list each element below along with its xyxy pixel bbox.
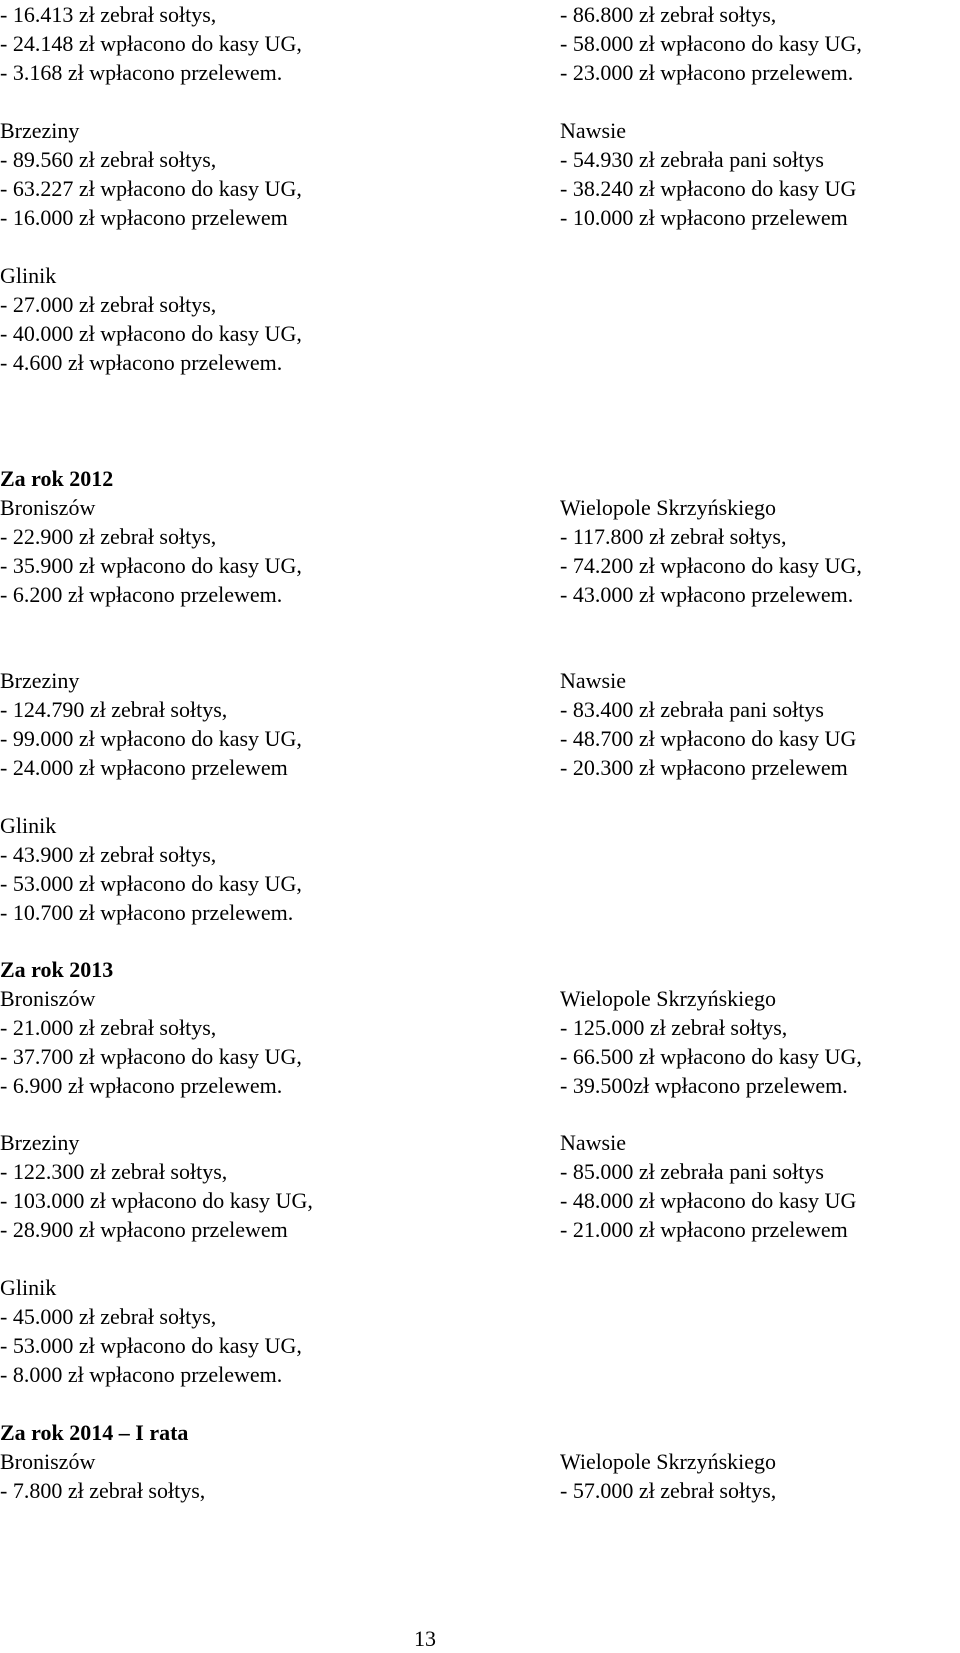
text-line: - 16.000 zł wpłacono przelewem — [0, 205, 288, 230]
text-line: - 27.000 zł zebrał sołtys, — [0, 292, 217, 317]
text-line: - 39.500zł wpłacono przelewem. — [560, 1073, 848, 1098]
text-line: - 54.930 zł zebrała pani sołtys — [560, 147, 824, 172]
text-line: - 38.240 zł wpłacono do kasy UG — [560, 176, 857, 201]
text-line: - 83.400 zł zebrała pani sołtys — [560, 697, 824, 722]
text-line: - 21.000 zł wpłacono przelewem — [560, 1217, 848, 1242]
text-line: - 37.700 zł wpłacono do kasy UG, — [0, 1044, 302, 1069]
text-line: - 99.000 zł wpłacono do kasy UG, — [0, 726, 302, 751]
village-name: Glinik — [0, 813, 57, 838]
village-name: Broniszów — [0, 495, 96, 520]
text-line: - 63.227 zł wpłacono do kasy UG, — [0, 176, 302, 201]
text-line: - 117.800 zł zebrał sołtys, — [560, 524, 787, 549]
village-block-nawsie-2012 — [560, 666, 856, 782]
text-line: - 43.000 zł wpłacono przelewem. — [560, 582, 854, 607]
year-heading-2014: Za rok 2014 – I rata — [0, 1420, 189, 1445]
page-number: 13 — [414, 1626, 436, 1651]
text-line: - 66.500 zł wpłacono do kasy UG, — [560, 1044, 862, 1069]
text-line: - 48.700 zł wpłacono do kasy UG — [560, 726, 857, 751]
text-line: - 57.000 zł zebrał sołtys, — [560, 1478, 777, 1503]
text-line: - 21.000 zł zebrał sołtys, — [0, 1015, 217, 1040]
year-heading-2012: Za rok 2012 — [0, 466, 114, 491]
text-line: - 48.000 zł wpłacono do kasy UG — [560, 1188, 857, 1213]
text-line: - 22.900 zł zebrał sołtys, — [0, 524, 217, 549]
village-name: Broniszów — [0, 986, 96, 1011]
village-name: Brzeziny — [0, 118, 80, 143]
village-name: Nawsie — [560, 668, 626, 693]
village-name: Glinik — [0, 263, 57, 288]
text-line: - 10.700 zł wpłacono przelewem. — [0, 900, 294, 925]
village-name: Brzeziny — [0, 1130, 80, 1155]
text-line: - 8.000 zł wpłacono przelewem. — [0, 1362, 283, 1387]
village-name: Broniszów — [0, 1449, 96, 1474]
village-block-broniszow-2014 — [0, 1447, 205, 1505]
village-block-nawsie-2013 — [560, 1128, 856, 1244]
text-line: - 4.600 zł wpłacono przelewem. — [0, 350, 283, 375]
text-line: - 23.000 zł wpłacono przelewem. — [560, 60, 854, 85]
text-line: - 20.300 zł wpłacono przelewem — [560, 755, 848, 780]
text-line: - 6.900 zł wpłacono przelewem. — [0, 1073, 283, 1098]
village-name: Nawsie — [560, 118, 626, 143]
village-block-wielopole-2014 — [560, 1447, 776, 1505]
text-line: - 86.800 zł zebrał sołtys, — [560, 2, 777, 27]
text-line: - 35.900 zł wpłacono do kasy UG, — [0, 553, 302, 578]
village-block-top-right — [560, 0, 862, 87]
text-line: - 74.200 zł wpłacono do kasy UG, — [560, 553, 862, 578]
village-name: Glinik — [0, 1275, 57, 1300]
village-block-brzeziny-2012 — [0, 666, 302, 782]
village-block-brzeziny — [0, 116, 302, 232]
village-block-brzeziny-2013 — [0, 1128, 313, 1244]
text-line: - 3.168 zł wpłacono przelewem. — [0, 60, 283, 85]
text-line: - 40.000 zł wpłacono do kasy UG, — [0, 321, 302, 346]
village-block-wielopole-2012 — [560, 493, 862, 609]
text-line: - 85.000 zł zebrała pani sołtys — [560, 1159, 824, 1184]
text-line: - 45.000 zł zebrał sołtys, — [0, 1304, 217, 1329]
village-block-glinik-2012 — [0, 811, 302, 927]
village-block-top-left — [0, 0, 302, 87]
text-line: - 58.000 zł wpłacono do kasy UG, — [560, 31, 862, 56]
text-line: - 124.790 zł zebrał sołtys, — [0, 697, 228, 722]
village-name: Wielopole Skrzyńskiego — [560, 495, 777, 520]
village-block-wielopole-2013 — [560, 984, 862, 1100]
text-line: - 7.800 zł zebrał sołtys, — [0, 1478, 206, 1503]
village-block-broniszow-2013 — [0, 984, 302, 1100]
village-name: Wielopole Skrzyńskiego — [560, 1449, 777, 1474]
text-line: - 89.560 zł zebrał sołtys, — [0, 147, 217, 172]
village-block-glinik-2013 — [0, 1273, 302, 1389]
text-line: - 6.200 zł wpłacono przelewem. — [0, 582, 283, 607]
text-line: - 43.900 zł zebrał sołtys, — [0, 842, 217, 867]
village-block-nawsie — [560, 116, 856, 232]
text-line: - 122.300 zł zebrał sołtys, — [0, 1159, 228, 1184]
village-name: Nawsie — [560, 1130, 626, 1155]
text-line: - 53.000 zł wpłacono do kasy UG, — [0, 871, 302, 896]
year-heading-2013: Za rok 2013 — [0, 957, 114, 982]
village-block-broniszow-2012 — [0, 493, 302, 609]
village-block-glinik — [0, 261, 302, 377]
text-line: - 24.148 zł wpłacono do kasy UG, — [0, 31, 302, 56]
text-line: - 103.000 zł wpłacono do kasy UG, — [0, 1188, 313, 1213]
text-line: - 53.000 zł wpłacono do kasy UG, — [0, 1333, 302, 1358]
village-name: Wielopole Skrzyńskiego — [560, 986, 777, 1011]
text-line: - 28.900 zł wpłacono przelewem — [0, 1217, 288, 1242]
text-line: - 24.000 zł wpłacono przelewem — [0, 755, 288, 780]
text-line: - 10.000 zł wpłacono przelewem — [560, 205, 848, 230]
text-line: - 16.413 zł zebrał sołtys, — [0, 2, 217, 27]
text-line: - 125.000 zł zebrał sołtys, — [560, 1015, 788, 1040]
village-name: Brzeziny — [0, 668, 80, 693]
